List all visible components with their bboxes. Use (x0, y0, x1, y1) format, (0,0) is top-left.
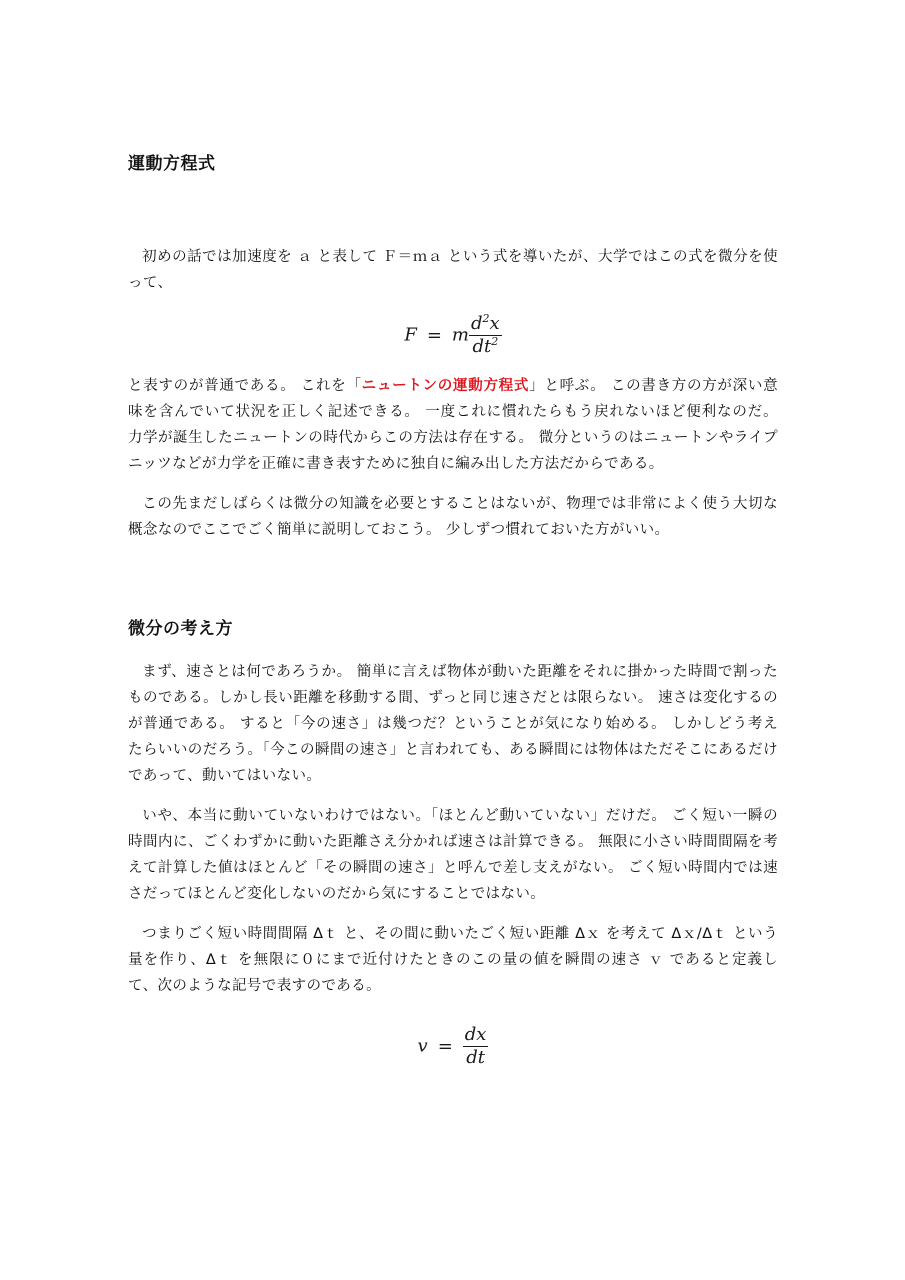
paragraph-definition (128, 921, 778, 999)
paragraph-calculus-note-text: この先まだしばらくは微分の知識を必要とすることはないが、物理では非常によく使う大切な概念なのでここでごく簡単に説明しておこう。 少しずつ慣れておいた方がいい。 (128, 496, 778, 538)
paragraph-newton-law-after: 」と呼ぶ。 この書き方の方が深い意味を含んでいて状況を正しく記述できる。 一度これに慣れたらもう戻れないほど便利なのだ。 力学が誕生したニュートンの時代からこの方法は存在する。 微分というのはニュートンやライプニッツなどが力学を正確に書き表すために独自に編み出した方法だからである。 (128, 378, 778, 472)
denominator-dt: dt (472, 336, 492, 357)
denominator-exponent: 2 (491, 335, 499, 348)
paragraph-intro-text: 初めの話では加速度を ａ と表して Ｆ＝ｍａ という式を導いたが、大学ではこの式を微分を使って、 (128, 249, 778, 291)
paragraph-speed-question (128, 659, 778, 789)
paragraph-speed-question-text: まず、速さとは何であろうか。 簡単に言えば物体が動いた距離をそれに掛かった時間で割ったものである。しかし長い距離を移動する間、ずっと同じ速さだとは限らない。 速さは変化するのが普通である。 すると「今の速さ」は幾つだ？ということが気になり始める。 しかしどう考えたらいいのだろう。「今この瞬間の速さ」と言われても、ある瞬間には物体はただそこにあるだけであって、動いてはいない。 (128, 664, 778, 784)
paragraph-definition-text: つまりごく短い時間間隔 Δｔ と、その間に動いたごく短い距離 Δｘ を考えて Δｘ/Δｔ という量を作り、Δｔ を無限に０にまで近付けたときのこの量の値を瞬間の速さ ｖ であると定義して、次のような記号で表すのである。 (128, 926, 778, 994)
formula-velocity (128, 1025, 778, 1068)
velocity-equals: = (437, 1035, 453, 1057)
formula-denominator (469, 336, 502, 357)
paragraph-calculus-note (128, 491, 778, 543)
velocity-fraction (463, 1025, 489, 1068)
numerator-x: x (489, 313, 500, 334)
formula-numerator (469, 314, 502, 336)
velocity-numerator: dx (464, 1024, 487, 1045)
velocity-denominator: dt (466, 1047, 485, 1068)
section-heading-differentiation: 微分の考え方 (128, 619, 233, 639)
numerator-exponent: 2 (482, 312, 490, 325)
formula-lhs: F (404, 324, 417, 346)
paragraph-newton-law (128, 373, 778, 477)
paragraph-intro (128, 244, 778, 296)
paragraph-instant (128, 803, 778, 907)
highlighted-term: ニュートンの運動方程式 (361, 378, 530, 394)
paragraph-instant-text: いや、本当に動いていないわけではない。「ほとんど動いていない」だけだ。 ごく短い一瞬の時間内に、ごくわずかに動いた距離さえ分かれば速さは計算できる。 無限に小さい時間間隔を考えて計算した値はほとんど「その瞬間の速さ」と呼んで差し支えがない。 ごく短い時間内では速さだってほとんど変化しないのだから気にすることではない。 (128, 808, 778, 902)
formula-mass: m (451, 324, 469, 346)
formula-newton-second-law (128, 314, 778, 357)
document-body (128, 150, 778, 1068)
numerator-d: d (470, 313, 483, 334)
section-heading-equation-of-motion: 運動方程式 (128, 154, 216, 174)
velocity-lhs: v (417, 1035, 428, 1057)
formula-equals: = (426, 324, 442, 346)
paragraph-newton-law-before: と表すのが普通である。 これを「 (128, 378, 362, 394)
formula-fraction (469, 314, 502, 357)
